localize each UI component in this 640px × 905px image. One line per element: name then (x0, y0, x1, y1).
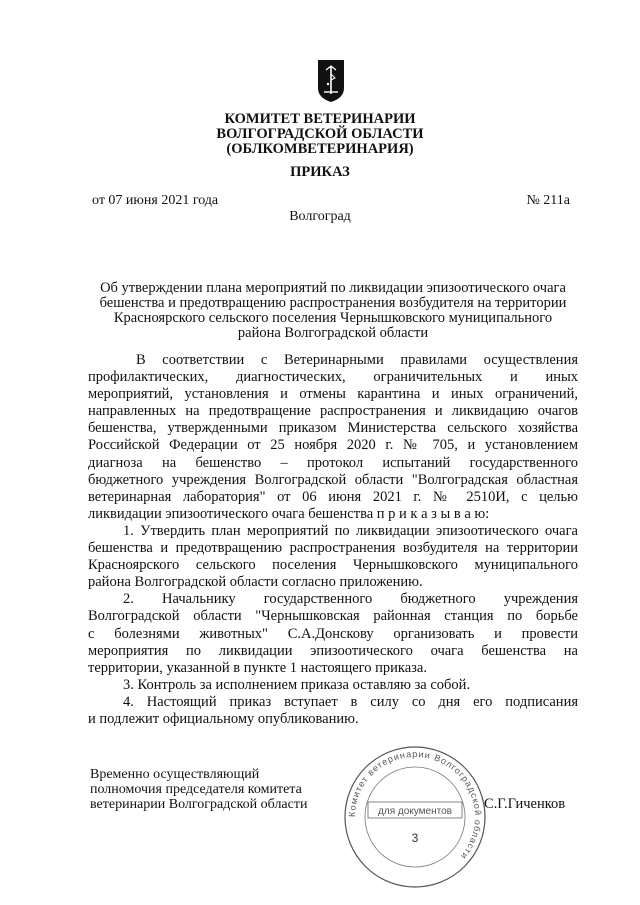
item-2-line: мероприятия по ликвидации эпизоотического очага бешенства на (88, 642, 578, 659)
preamble-line: Российской Федерации от 25 ноября 2020 г. № 705, и установлением (88, 437, 578, 454)
item-1-line: Красноярского сельского поселения Чернышковского муниципального (88, 557, 578, 574)
item-4-line: 4. Настоящий приказ вступает в силу со дня его подписания (123, 693, 578, 710)
stamp-number: 3 (411, 831, 419, 845)
order-number: № 211а (526, 193, 570, 208)
signatory-position-line: полномочия председателя комитета (90, 782, 302, 797)
stamp-outer-text: Комитет ветеринарии Волгоградской области (346, 748, 484, 862)
org-name-line-2: ВОЛГОГРАДСКОЙ ОБЛАСТИ (216, 126, 424, 142)
item-1-line: бешенства и предотвращению распространения возбудителя на территории (88, 540, 578, 557)
item-2-line: Волгоградской области "Чернышковская районная станция по борьбе (88, 608, 578, 625)
preamble-line: бюджетного учреждения Волгоградской области "Волгоградская областная (88, 471, 578, 488)
preamble-line: направленных на предотвращение распространения и ликвидацию очагов (88, 403, 578, 420)
order-date: от 07 июня 2021 года (92, 193, 219, 208)
subject-line: района Волгоградской области (237, 325, 429, 341)
item-1-line: 1. Утвердить план мероприятий по ликвидации эпизоотического очага (123, 522, 578, 539)
subject-line: бешенства и предотвращению распространения возбудителя на территории (99, 295, 567, 311)
preamble-line: ветеринарная лаборатория" от 06 июня 2021 г. № 2510И, с целью (88, 488, 578, 505)
item-1-line: района Волгоградской области согласно приложению. (88, 574, 423, 591)
signatory-position (90, 767, 307, 812)
item-2-line: с болезнями животных" С.А.Донскову организовать и провести (88, 625, 578, 642)
order-body (88, 352, 578, 728)
signatory-position-line: ветеринарии Волгоградской области (90, 797, 308, 812)
preamble-line: бешенства, утвержденными приказом Министерства сельского хозяйства (88, 420, 578, 437)
item-3-line: 3. Контроль за исполнением приказа оставляю за собой. (123, 676, 471, 693)
official-stamp (340, 742, 490, 892)
signer-name: С.Г.Гиченков (484, 796, 566, 812)
order-subject (88, 281, 578, 341)
preamble-line: профилактических, диагностических, ограничительных и иных (88, 369, 578, 386)
stamp-inner-text: для документов (378, 806, 452, 817)
preamble-line: В соответствии с Ветеринарными правилами осуществления (136, 352, 578, 368)
org-name-line-1: КОМИТЕТ ВЕТЕРИНАРИИ (224, 111, 416, 127)
item-2-line: территории, указанной в пункте 1 настоящего приказа. (88, 659, 427, 676)
org-name-line-3: (ОБЛКОМВЕТЕРИНАРИЯ) (226, 141, 414, 157)
order-city: Волгоград (289, 209, 351, 224)
document-type: ПРИКАЗ (290, 164, 350, 180)
subject-line: Об утверждении плана мероприятий по ликвидации эпизоотического очага (100, 280, 566, 296)
preamble-line: диагноза на бешенство – протокол испытаний государственного (88, 454, 578, 471)
subject-line: Красноярского сельского поселения Чернышковского муниципального (113, 310, 553, 326)
coat-of-arms-icon (316, 58, 346, 104)
signatory-position-line: Временно осуществляющий (90, 767, 260, 782)
item-4-line: и подлежит официальному опубликованию. (88, 710, 359, 727)
preamble-line: ликвидации эпизоотического очага бешенства п р и к а з ы в а ю: (88, 505, 490, 522)
item-2-line: 2. Начальнику государственного бюджетного учреждения (123, 591, 578, 608)
preamble-line: мероприятий, установления и отмены карантина и иных ограничений, (88, 386, 578, 403)
